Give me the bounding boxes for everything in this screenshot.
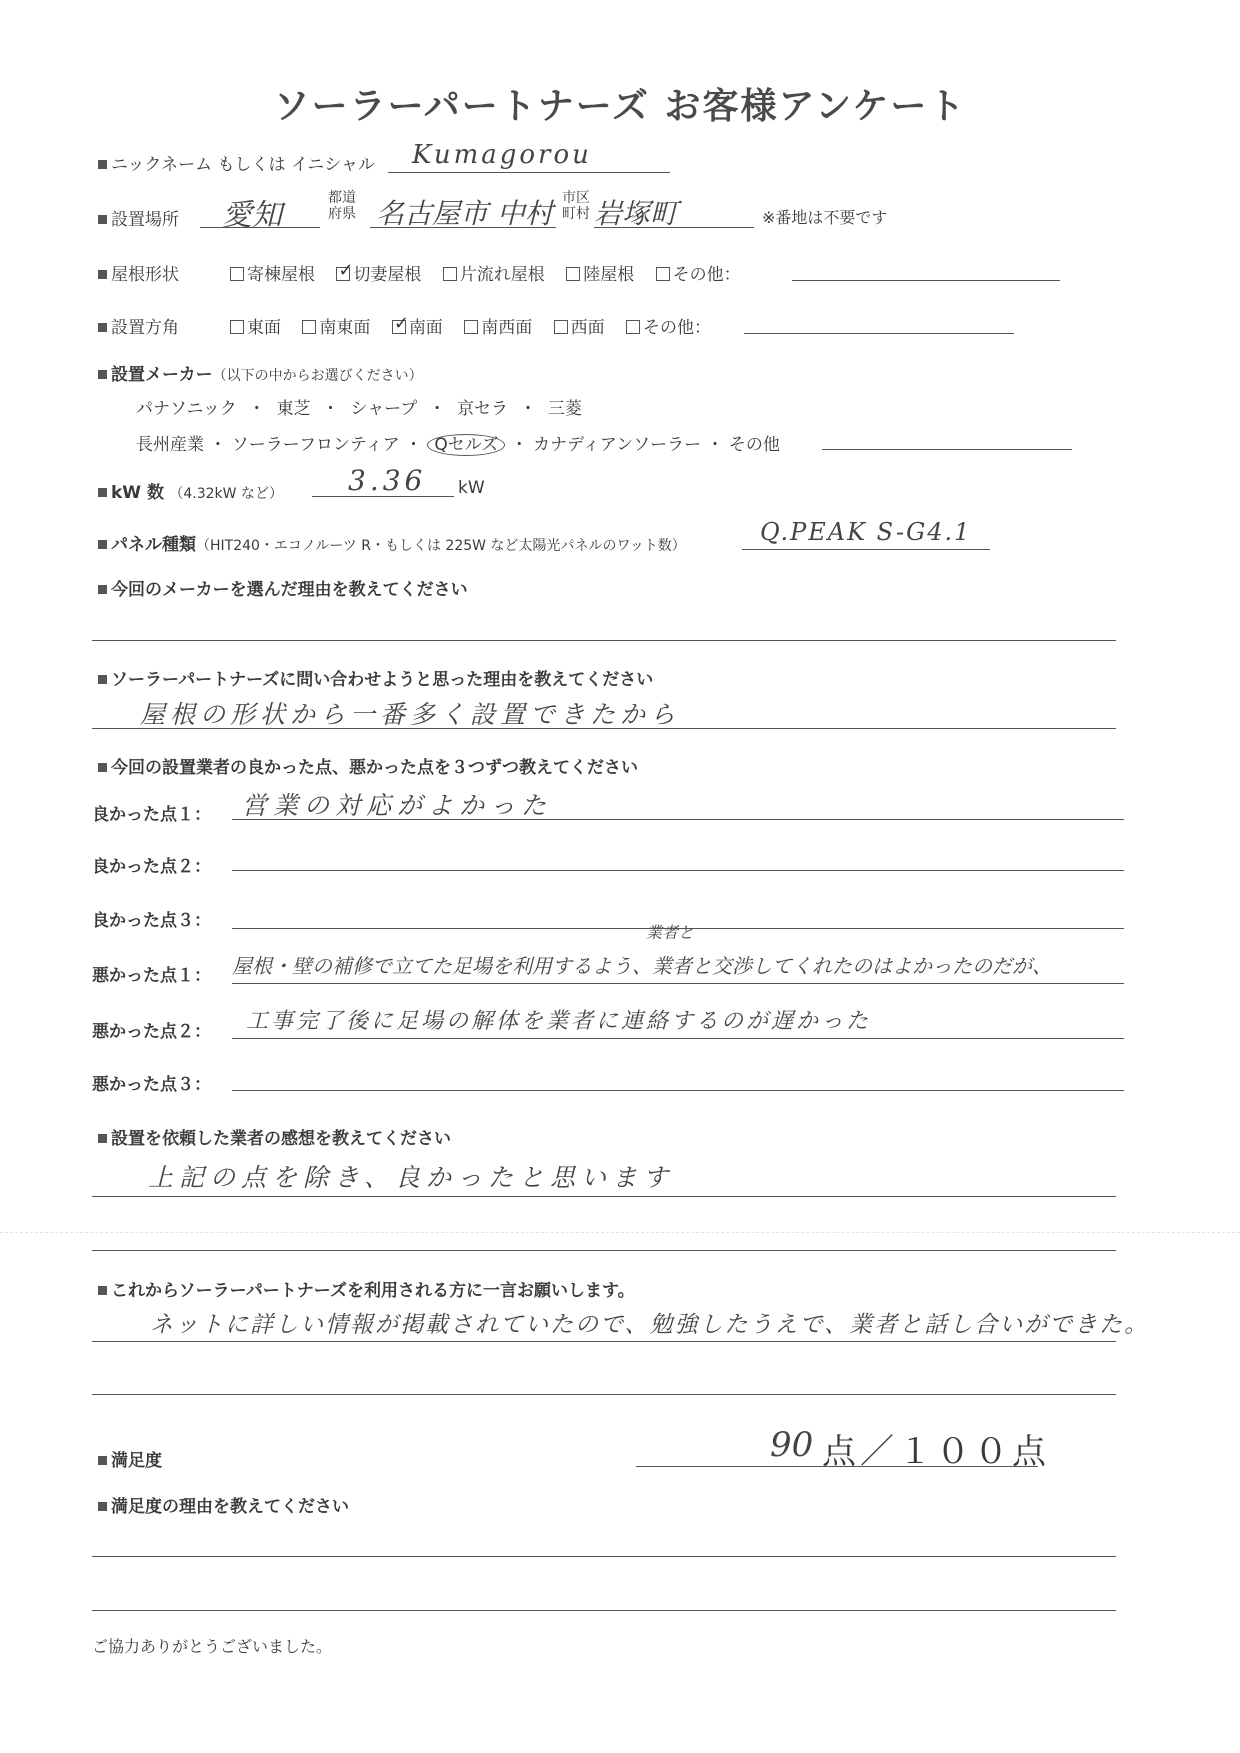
satisfaction-score: 90: [770, 1425, 814, 1465]
direction-option[interactable]: 南西面: [464, 318, 532, 338]
kw-line: [312, 496, 454, 497]
bullet-square-icon: [98, 675, 107, 684]
panel-line: [742, 549, 990, 550]
contact-reason-label: ソーラーパートナーズに問い合わせようと思った理由を教えてください: [98, 665, 653, 690]
roof-option[interactable]: 陸屋根: [566, 265, 634, 285]
impression-label: 設置を依頼した業者の感想を教えてください: [98, 1124, 451, 1149]
city-line: [370, 227, 556, 228]
bad-point-2-label: 悪かった点２：: [92, 1022, 211, 1042]
prefecture-value: 愛知: [222, 198, 282, 233]
footer-thanks: ご協力ありがとうございました。: [92, 1637, 333, 1656]
good-point-1-line: [232, 819, 1124, 820]
checkbox-icon: [626, 320, 640, 334]
roof-options: [230, 260, 757, 285]
bullet-square-icon: [98, 585, 107, 594]
satisfaction-reason-line-1: [92, 1556, 1116, 1557]
bad-point-3-label: 悪かった点３：: [92, 1075, 211, 1095]
roof-other-line: [792, 280, 1060, 281]
maker-selected: Qセルズ: [427, 434, 505, 456]
checkbox-icon: [554, 320, 568, 334]
prefecture-suffix: 都道 府県: [328, 190, 356, 222]
city-suffix: 市区 町村: [562, 190, 590, 222]
checkbox-checked-icon: [336, 267, 350, 281]
bullet-square-icon: [98, 160, 107, 169]
bad-point-1-answer: 屋根・壁の補修で立てた足場を利用するよう、業者と交渉してくれたのはよかったのだが、: [232, 954, 1052, 978]
direction-option[interactable]: 南東面: [302, 318, 370, 338]
city-value: 名古屋市 中村: [376, 197, 553, 230]
bullet-square-icon: [98, 488, 107, 497]
bullet-square-icon: [98, 1456, 107, 1465]
nickname-line: [388, 172, 670, 173]
address-note: ※番地は不要です: [762, 208, 888, 227]
maker-reason-label: 今回のメーカーを選んだ理由を教えてください: [98, 575, 468, 600]
good-point-2-line: [232, 870, 1124, 871]
bullet-square-icon: [98, 1502, 107, 1511]
page-title: ソーラーパートナーズ お客様アンケート: [273, 86, 967, 127]
bullet-square-icon: [98, 540, 107, 549]
roof-label: 屋根形状: [98, 260, 179, 285]
roof-option-checked[interactable]: ✓ 切妻屋根: [336, 265, 421, 285]
kw-unit: kW: [458, 478, 485, 498]
good-point-1-answer: 営業の対応がよかった: [242, 791, 553, 820]
town-line: [594, 227, 754, 228]
checkbox-icon: [230, 267, 244, 281]
contact-reason-answer: 屋根の形状から一番多く設置できたから: [140, 700, 681, 729]
satisfaction-reason-label: 満足度の理由を教えてください: [98, 1492, 349, 1517]
maker-label: 設置メーカー（以下の中からお選びください）: [98, 360, 423, 385]
roof-option[interactable]: 片流れ屋根: [443, 265, 545, 285]
good-point-1-label: 良かった点１：: [92, 805, 211, 825]
checkbox-icon: [230, 320, 244, 334]
direction-other-line: [744, 333, 1014, 334]
bullet-square-icon: [98, 323, 107, 332]
message-answer: ネットに詳しい情報が掲載されていたので、勉強したうえで、業者と話し合いができた。: [150, 1312, 1150, 1338]
impression-line-1: [92, 1196, 1116, 1197]
checkbox-icon: [566, 267, 580, 281]
maker-other-line: [822, 449, 1072, 450]
kw-label: kW 数 （4.32kW など）: [98, 478, 283, 503]
good-point-2-label: 良かった点２：: [92, 857, 211, 877]
message-line-2: [92, 1394, 1116, 1395]
direction-option[interactable]: その他：: [626, 318, 711, 338]
fold-line: [0, 1232, 1240, 1233]
direction-label: 設置方角: [98, 313, 179, 338]
impression-line-2: [92, 1250, 1116, 1251]
maker-reason-line: [92, 640, 1116, 641]
prefecture-line: [200, 227, 320, 228]
bullet-square-icon: [98, 1286, 107, 1295]
satisfaction-line: [636, 1466, 1038, 1467]
panel-value: Q.PEAK S-G4.1: [760, 518, 972, 546]
satisfaction-label: 満足度: [98, 1446, 162, 1471]
nickname-value: Kumagorou: [412, 140, 592, 170]
direction-option[interactable]: 西面: [554, 318, 605, 338]
points-label: 今回の設置業者の良かった点、悪かった点を３つずつ教えてください: [98, 753, 638, 778]
bad-point-3-line: [232, 1090, 1124, 1091]
checkbox-icon: [302, 320, 316, 334]
checkbox-icon: [656, 267, 670, 281]
maker-list-row2: 長州産業 ・ ソーラーフロンティア ・ Qセルズ ・ カナディアンソーラー ・ その他: [136, 435, 780, 455]
bad-point-2-line: [232, 1038, 1124, 1039]
good-point-3-label: 良かった点３：: [92, 911, 211, 931]
satisfaction-reason-line-2: [92, 1610, 1116, 1611]
message-label: これからソーラーパートナーズを利用される方に一言お願いします。: [98, 1276, 635, 1301]
roof-option[interactable]: その他：: [656, 265, 741, 285]
bullet-square-icon: [98, 270, 107, 279]
nickname-label: ニックネーム もしくは イニシャル: [98, 150, 375, 175]
direction-option-checked[interactable]: ✓ 南面: [392, 318, 443, 338]
direction-options: [230, 313, 727, 338]
kw-value: 3.36: [348, 464, 427, 497]
town-value: 岩塚町: [594, 197, 679, 230]
bullet-square-icon: [98, 1134, 107, 1143]
bad-point-1-insert: 業者と: [646, 923, 695, 942]
roof-option[interactable]: 寄棟屋根: [230, 265, 315, 285]
bullet-square-icon: [98, 370, 107, 379]
bad-point-1-line: [232, 983, 1124, 984]
maker-list-row1: パナソニック ・ 東芝 ・ シャープ ・ 京セラ ・ 三菱: [136, 399, 582, 419]
direction-option[interactable]: 東面: [230, 318, 281, 338]
checkbox-icon: [443, 267, 457, 281]
location-label: 設置場所: [98, 205, 179, 230]
panel-label: パネル種類（HIT240・エコノルーツ R・もしくは 225W など太陽光パネルのワット数）: [98, 530, 686, 555]
impression-answer: 上記の点を除き、良かったと思います: [148, 1163, 675, 1192]
satisfaction-unit: 点／１００点: [822, 1432, 1050, 1472]
bullet-square-icon: [98, 215, 107, 224]
checkbox-checked-icon: [392, 320, 406, 334]
message-line-1: [92, 1341, 1116, 1342]
contact-reason-line: [92, 728, 1116, 729]
bullet-square-icon: [98, 763, 107, 772]
bad-point-1-label: 悪かった点１：: [92, 966, 211, 986]
checkbox-icon: [464, 320, 478, 334]
bad-point-2-answer: 工事完了後に足場の解体を業者に連絡するのが遅かった: [246, 1009, 872, 1034]
